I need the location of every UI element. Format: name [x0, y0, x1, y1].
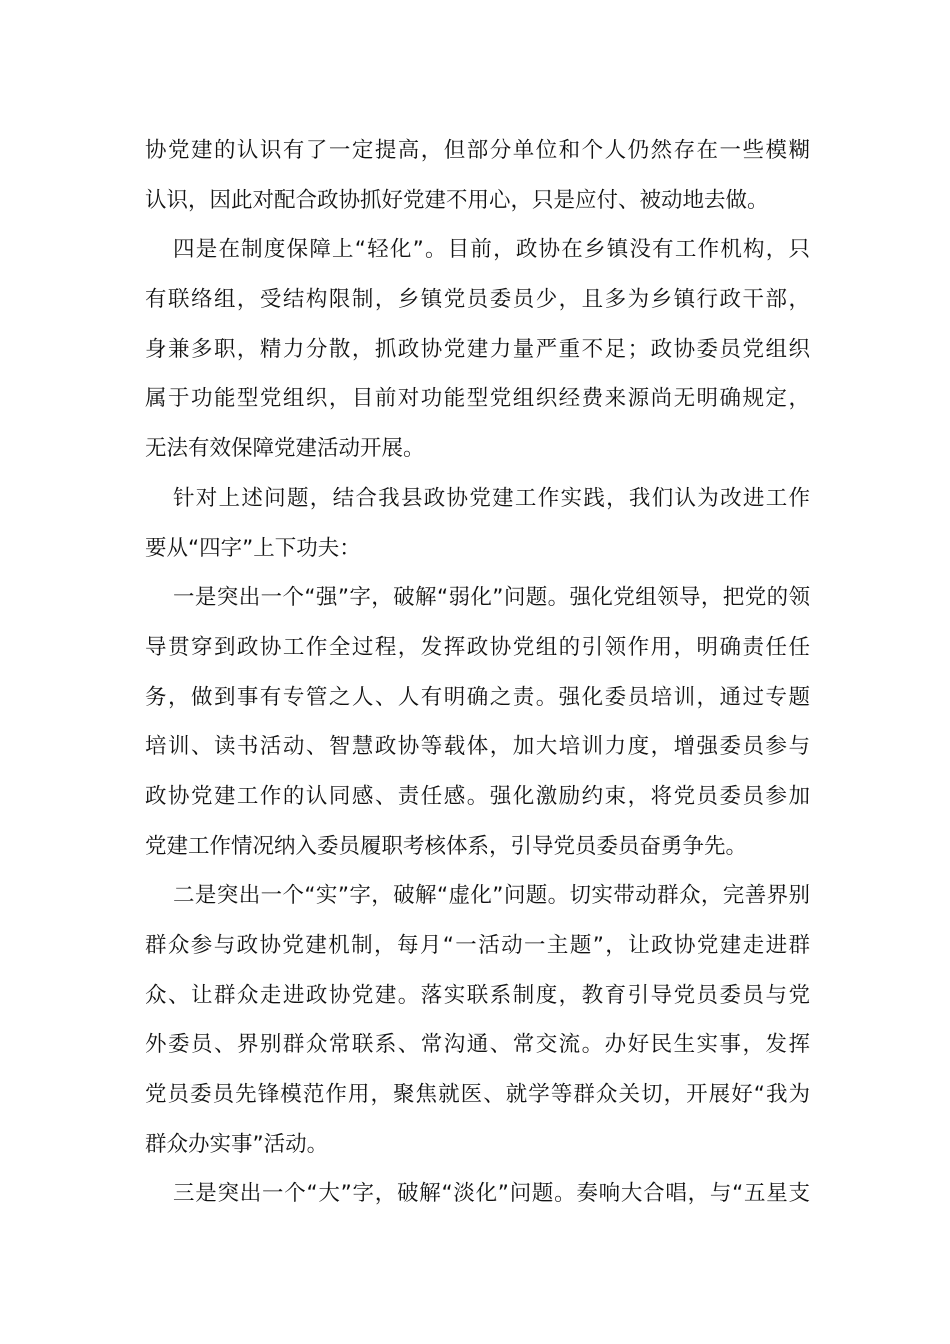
paragraph-line: 要从“四字”上下功夫：	[145, 535, 361, 561]
paragraph-line: 身兼多职，精力分散，抓政协党建力量严重不足；政协委员党组织	[145, 336, 810, 362]
paragraph-line: 一是突出一个“强”字，破解“弱化”问题。强化党组领导，把党的领	[173, 585, 810, 611]
paragraph-line: 三是突出一个“大”字，破解“淡化”问题。奏响大合唱，与“五星支	[173, 1181, 810, 1207]
document-body	[145, 126, 810, 1219]
paragraph-line: 政协党建工作的认同感、责任感。强化激励约束，将党员委员参加	[145, 783, 810, 809]
paragraph-line: 众、让群众走进政协党建。落实联系制度，教育引导党员委员与党	[145, 982, 810, 1008]
paragraph-line: 党员委员先锋模范作用，聚焦就医、就学等群众关切，开展好“我为	[145, 1082, 810, 1108]
paragraph-line: 务，做到事有专管之人、人有明确之责。强化委员培训，通过专题	[145, 684, 810, 710]
paragraph-line: 群众参与政协党建机制，每月“一活动一主题”，让政协党建走进群	[145, 933, 810, 958]
paragraph-line: 协党建的认识有了一定提高，但部分单位和个人仍然存在一些模糊	[145, 138, 810, 163]
paragraph-line: 外委员、界别群众常联系、常沟通、常交流。办好民生实事，发挥	[145, 1032, 810, 1058]
paragraph-line: 导贯穿到政协工作全过程，发挥政协党组的引领作用，明确责任任	[145, 634, 810, 660]
paragraph-line: 有联络组，受结构限制，乡镇党员委员少，且多为乡镇行政干部，	[145, 287, 810, 313]
paragraph-line: 培训、读书活动、智慧政协等载体，加大培训力度，增强委员参与	[145, 734, 810, 760]
paragraph-line: 针对上述问题，结合我县政协党建工作实践，我们认为改进工作	[173, 485, 810, 511]
paragraph-line: 认识，因此对配合政协抓好党建不用心，只是应付、被动地去做。	[145, 187, 769, 213]
paragraph-line: 属于功能型党组织，目前对功能型党组织经费来源尚无明确规定，	[145, 386, 810, 412]
paragraph-line: 无法有效保障党建活动开展。	[145, 436, 425, 462]
paragraph-line: 二是突出一个“实”字，破解“虚化”问题。切实带动群众，完善界别	[173, 883, 810, 909]
paragraph-line: 四是在制度保障上“轻化”。目前，政协在乡镇没有工作机构，只	[173, 237, 810, 263]
paragraph-line: 群众办实事”活动。	[145, 1131, 329, 1157]
paragraph-line: 党建工作情况纳入委员履职考核体系，引导党员委员奋勇争先。	[145, 833, 748, 859]
